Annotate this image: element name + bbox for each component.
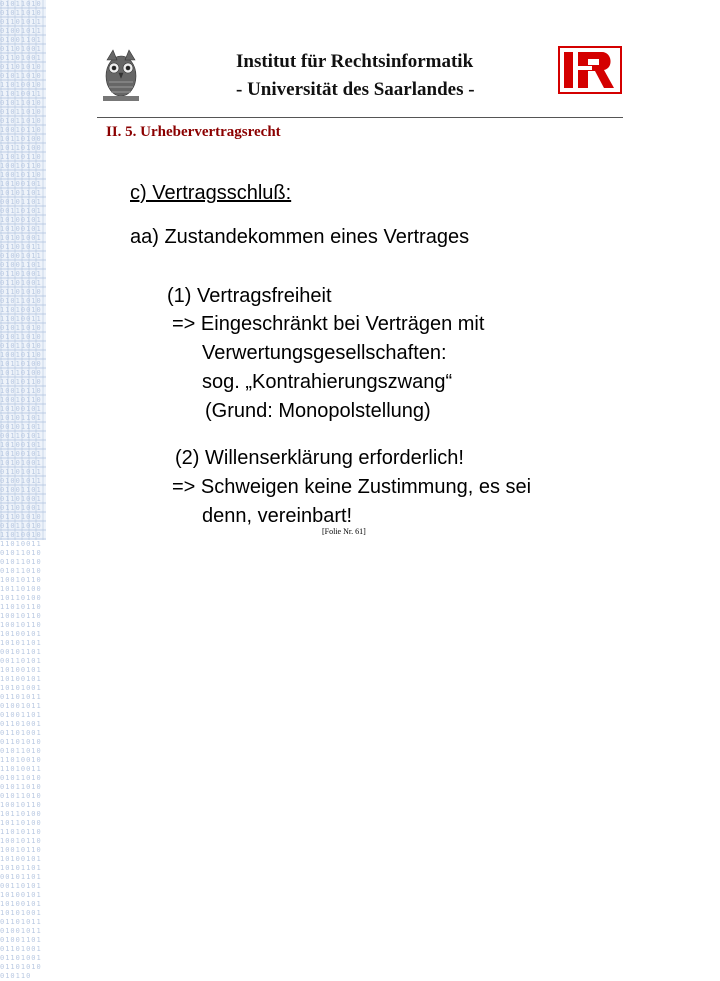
university-name: - Universität des Saarlandes - [236, 79, 475, 100]
slide-number: [Folie Nr. 61] [322, 527, 366, 536]
binary-pattern-sidebar [0, 0, 46, 980]
item1-line4: (Grund: Monopolstellung) [205, 400, 431, 422]
section-title: II. 5. Urhebervertragsrecht [106, 124, 281, 140]
ifr-logo [558, 46, 622, 99]
item1-line3: sog. „Kontrahierungszwang“ [202, 371, 453, 393]
item2-line2: denn, vereinbart! [202, 505, 353, 527]
heading-vertragsschluss: c) Vertragsschluß: [130, 182, 292, 204]
institute-header [236, 48, 475, 104]
item1-line2: Verwertungsgesellschaften: [202, 342, 447, 364]
heading-zustandekommen: aa) Zustandekommen eines Vertrages [130, 226, 470, 248]
university-owl-logo [97, 46, 145, 107]
item2-line1: => Schweigen keine Zustimmung, es sei [172, 476, 532, 498]
item1-line1: => Eingeschränkt bei Verträgen mit [172, 313, 485, 335]
institute-name: Institut für Rechtsinformatik [236, 51, 474, 72]
header-divider [97, 117, 623, 118]
item2-title: (2) Willenserklärung erforderlich! [175, 447, 464, 469]
binary-digits-decoration: 010110100101101001101011010010110100110101101001011010010110101001011010110100101101001101011010010110100101101010010110101101001011010011010110100101101001011010100101101011010010110100110101101001011010010110101001011010110100101101001101011010010110100101101010010110101101001011010011010110100101101001011010100101101011010010110100110101101001011010010110101001011010110100101101001101011010010110100101101010010110101101001011010011010110100101101001011010100101101011010010110100110101101001011010010110101001011010110100101101001101011010010110100101101010010110101101001011010011010110100101101001011010100101101011010010110100110101101001011010010110101001011010110100101101001101011010010110100101101010010110101101001011010011010110100101101001011010100101101011010010110100110101101001011010010110101001011010110100101101001101011010010110100101101010010110 [0, 0, 42, 980]
item1-title: (1) Vertragsfreiheit [167, 285, 332, 307]
